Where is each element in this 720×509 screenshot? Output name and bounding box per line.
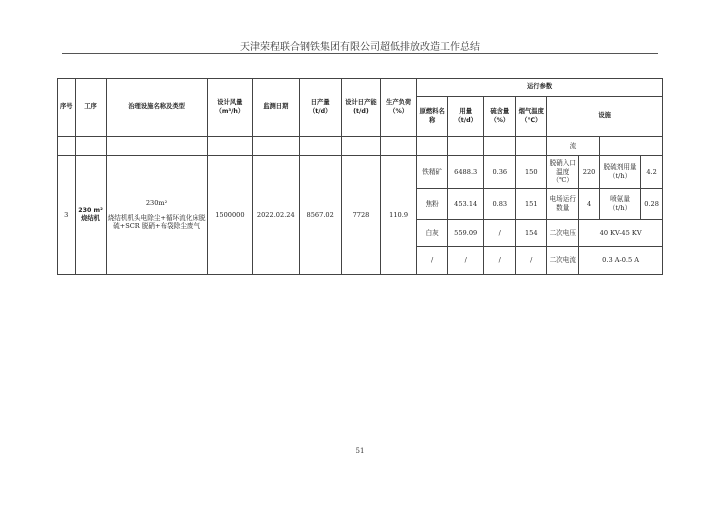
- material-usage: 6488.3: [448, 156, 484, 189]
- cell-seq: 3: [58, 156, 76, 275]
- cell-monitor-date: 2022.02.24: [253, 156, 299, 275]
- material-name: /: [417, 247, 448, 275]
- material-sulfur: 0.36: [484, 156, 516, 189]
- desulfurizer-value: 4.2: [641, 156, 663, 189]
- cell-facility-desc: 烧结机机头电除尘+循环流化床脱硫+SCR 脱硝+布袋除尘废气: [107, 213, 206, 231]
- header-facility: 治理设施名称及类型: [106, 79, 207, 137]
- cell-load: 110.9: [381, 156, 417, 275]
- material-usage: /: [448, 247, 484, 275]
- header-load: [381, 79, 417, 137]
- header-usage: [448, 97, 484, 137]
- secondary-voltage-label: 二次电压: [547, 220, 579, 247]
- material-sulfur: 0.83: [484, 189, 516, 220]
- header-process: 工序: [75, 79, 106, 137]
- cell-facility-area: 230m²: [145, 198, 168, 207]
- header-design-capacity-label: 设计日产能: [345, 99, 377, 106]
- fields-label: 电场运行数量: [547, 189, 579, 220]
- header-usage-unit: （t/d）: [454, 116, 477, 124]
- material-usage: 559.09: [448, 220, 484, 247]
- header-monitor-date: 监测日期: [253, 79, 299, 137]
- operation-table: [57, 78, 663, 275]
- header-design-air-volume: [207, 79, 252, 137]
- denox-inlet-temp-label: 脱硝入口温度（℃）: [547, 156, 579, 189]
- material-sulfur: /: [484, 220, 516, 247]
- header-operation-params: 运行参数: [417, 79, 663, 97]
- header-daily-output: [299, 79, 341, 137]
- material-name: 白灰: [417, 220, 448, 247]
- data-row-1: [58, 156, 663, 189]
- header-design-air-volume-unit: （m³/h）: [215, 107, 245, 115]
- page-header-title: 天津荣程联合钢铁集团有限公司超低排放改造工作总结: [240, 42, 480, 53]
- blank-row: [58, 137, 663, 156]
- header-daily-output-label: 日产量: [310, 99, 330, 106]
- header-rule: [62, 53, 658, 54]
- secondary-current-value: 0.3 A-0.5 A: [579, 247, 663, 275]
- cell-facility: [106, 156, 207, 275]
- header-daily-output-unit: （t/d）: [308, 107, 332, 115]
- fields-value: 4: [579, 189, 600, 220]
- header-usage-label: 用量: [459, 108, 473, 115]
- desulfurizer-label: 脱硫剂用量（t/h）: [599, 156, 640, 189]
- ammonia-label: 喷氨量（t/h）: [599, 189, 640, 220]
- header-design-capacity-unit: (t/d): [353, 107, 369, 115]
- header-design-air-volume-label: 设计风量: [217, 99, 243, 106]
- header-design-capacity: [341, 79, 380, 137]
- material-sulfur: /: [484, 247, 516, 275]
- header-flue-temp-unit: （℃）: [521, 116, 542, 124]
- header-sulfur-unit: （%）: [490, 116, 510, 124]
- header-flue-temp-label: 烟气温度: [518, 108, 544, 115]
- cell-design-air-volume: 1500000: [207, 156, 252, 275]
- header-sulfur: [484, 97, 516, 137]
- material-temp: 151: [516, 189, 547, 220]
- cell-daily-output: 8567.02: [299, 156, 341, 275]
- material-temp: /: [516, 247, 547, 275]
- material-name: 铁精矿: [417, 156, 448, 189]
- blank-row-text: 流: [547, 137, 600, 156]
- denox-inlet-temp-value: 220: [579, 156, 600, 189]
- material-name: 焦粉: [417, 189, 448, 220]
- secondary-current-label: 二次电流: [547, 247, 579, 275]
- material-temp: 150: [516, 156, 547, 189]
- cell-process: 230 m²烧结机: [75, 156, 106, 275]
- header-sulfur-label: 硫含量: [490, 108, 510, 115]
- material-temp: 154: [516, 220, 547, 247]
- header-seq: 序号: [58, 79, 76, 137]
- secondary-voltage-value: 40 KV-45 KV: [579, 220, 663, 247]
- header-raw-fuel-name: 原燃料名称: [417, 97, 448, 137]
- header-equipment: 设施: [547, 97, 663, 137]
- header-load-label: 生产负荷: [386, 99, 412, 106]
- ammonia-value: 0.28: [641, 189, 663, 220]
- cell-design-capacity: 7728: [341, 156, 380, 275]
- page-number: 51: [355, 447, 365, 455]
- material-usage: 453.14: [448, 189, 484, 220]
- header-flue-temp: [516, 97, 547, 137]
- header-row-1: [58, 79, 663, 97]
- header-load-unit: （%）: [389, 107, 409, 115]
